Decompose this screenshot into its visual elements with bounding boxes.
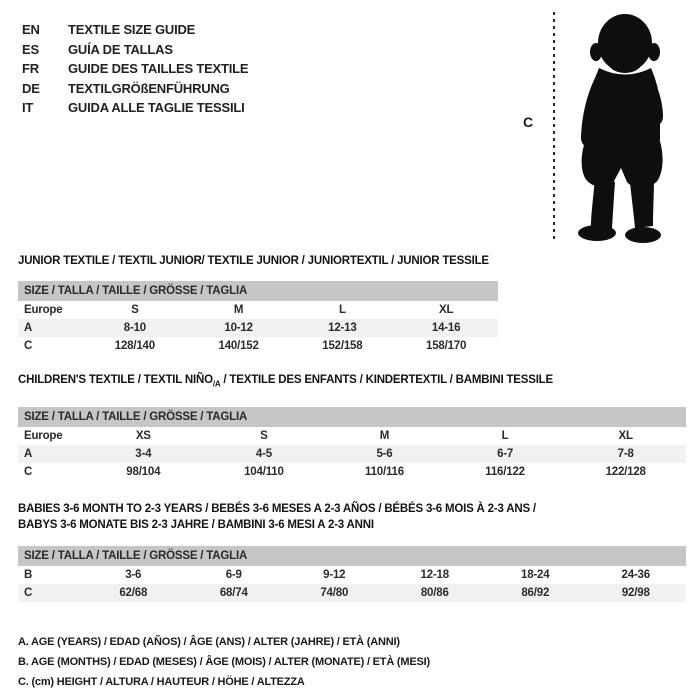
size-header-bar: SIZE / TALLA / TAILLE / GRÖSSE / TAGLIA [18, 281, 498, 301]
height-measure-label: C [523, 114, 533, 130]
height-cell: 104/110 [244, 466, 284, 479]
babies-title-line2: BABYS 3-6 MONATE BIS 2-3 JAHRE / BAMBINI 3-6 MESI A 2-3 ANNI [18, 519, 374, 532]
table-row-age [18, 319, 498, 337]
height-cell: 116/122 [485, 466, 525, 479]
table-row-europe [18, 301, 498, 319]
table-row-months [18, 566, 686, 584]
size-cell: XL [618, 430, 633, 443]
size-cell: S [260, 430, 268, 443]
months-cell: 24-36 [621, 569, 650, 582]
language-label: GUÍA DE TALLAS [68, 41, 173, 57]
height-cell: 110/116 [365, 466, 404, 479]
junior-size-table [18, 281, 498, 355]
height-cell: 80/86 [420, 587, 449, 600]
title-subscript: /A [212, 379, 221, 389]
language-code: IT [22, 100, 34, 115]
size-cell: XS [135, 430, 151, 443]
months-cell: 12-18 [420, 569, 449, 582]
footnote-c: C. (cm) HEIGHT / ALTURA / HAUTEUR / HÖHE / ALTEZZA [18, 676, 305, 689]
age-cell: 12-13 [328, 322, 357, 334]
months-cell: 9-12 [323, 569, 346, 582]
title-part: / TEXTILE DES ENFANTS / KINDERTEXTIL / BAMBINI TESSILE [220, 374, 553, 386]
junior-section-title: JUNIOR TEXTILE / TEXTIL JUNIOR/ TEXTILE JUNIOR / JUNIORTEXTIL / JUNIOR TESSILE [18, 255, 489, 267]
table-row-height [18, 463, 686, 481]
language-code: EN [22, 22, 40, 37]
babies-size-table [18, 546, 686, 602]
height-cell: 140/152 [218, 340, 259, 352]
size-cell: L [338, 304, 346, 316]
height-cell: 158/170 [426, 340, 467, 352]
age-cell: 8-10 [123, 322, 146, 334]
height-cell: 86/92 [521, 587, 550, 600]
row-label: B [24, 569, 33, 582]
footnote-a: A. AGE (YEARS) / EDAD (AÑOS) / ÂGE (ANS) / ALTER (JAHRE) / ETÀ (ANNI) [18, 636, 400, 649]
height-cell: 98/104 [126, 466, 161, 479]
height-measure-figure [517, 10, 695, 246]
table-row-height [18, 337, 498, 355]
babies-section-title [18, 501, 700, 533]
height-cell: 122/128 [605, 466, 646, 479]
age-cell: 4-5 [255, 448, 272, 461]
height-cell: 74/80 [320, 587, 349, 600]
height-cell: 128/140 [114, 340, 155, 352]
footnotes [18, 632, 700, 692]
language-label: TEXTILGRÖßENFÜHRUNG [68, 80, 230, 96]
row-label: C [24, 340, 33, 352]
months-cell: 3-6 [125, 569, 142, 582]
language-code: DE [22, 80, 40, 96]
row-label: A [24, 448, 33, 461]
size-cell: XL [438, 304, 454, 316]
months-cell: 18-24 [521, 569, 550, 582]
children-section-title [18, 373, 700, 391]
language-code: FR [22, 61, 39, 76]
age-cell: 14-16 [431, 322, 461, 334]
language-label: GUIDA ALLE TAGLIE TESSILI [68, 100, 245, 115]
age-cell: 3-4 [135, 448, 152, 461]
footnote-b: B. AGE (MONTHS) / EDAD (MESES) / ÂGE (MOIS) / ALTER (MONATE) / ETÀ (MESI) [18, 656, 430, 669]
babies-title-line1: BABIES 3-6 MONTH TO 2-3 YEARS / BEBÉS 3-6 MESES A 2-3 AÑOS / BÉBÉS 3-6 MOIS À 2-3 ANS / [18, 503, 536, 516]
size-cell: L [501, 430, 509, 443]
height-cell: 92/98 [621, 587, 650, 600]
row-label: A [24, 322, 33, 334]
size-cell: M [379, 430, 390, 443]
table-row-age [18, 445, 686, 463]
size-header-bar: SIZE / TALLA / TAILLE / GRÖSSE / TAGLIA [18, 546, 686, 566]
language-label: TEXTILE SIZE GUIDE [68, 22, 196, 37]
row-label: Europe [24, 430, 63, 443]
size-header-bar: SIZE / TALLA / TAILLE / GRÖSSE / TAGLIA [18, 407, 686, 427]
children-size-table [18, 407, 686, 481]
size-cell: M [233, 304, 244, 316]
table-row-europe [18, 427, 686, 445]
age-cell: 6-7 [497, 448, 514, 461]
row-label: C [24, 466, 33, 479]
height-cell: 68/74 [219, 587, 248, 600]
age-cell: 7-8 [617, 448, 634, 461]
size-cell: S [131, 304, 139, 316]
language-code: ES [22, 41, 39, 57]
baby-silhouette-icon [555, 10, 695, 246]
table-row-height [18, 584, 686, 602]
row-label: Europe [24, 304, 63, 316]
height-cell: 152/158 [322, 340, 363, 352]
age-cell: 5-6 [376, 448, 393, 461]
height-cell: 62/68 [119, 587, 148, 600]
title-part: CHILDREN'S TEXTILE / TEXTIL NIÑO [18, 374, 213, 386]
language-label: GUIDE DES TAILLES TEXTILE [68, 61, 249, 76]
row-label: C [24, 587, 33, 600]
months-cell: 6-9 [225, 569, 242, 582]
header [0, 0, 700, 238]
age-cell: 10-12 [224, 322, 253, 334]
